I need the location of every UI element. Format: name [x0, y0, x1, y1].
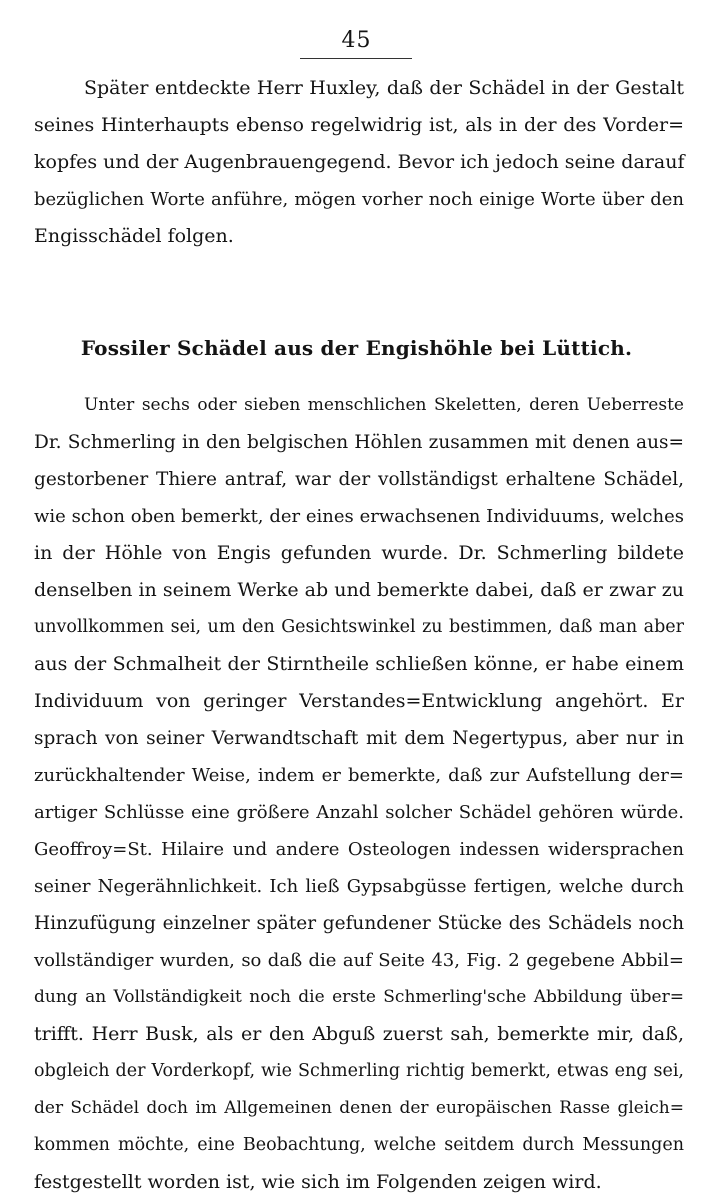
- text-line: sprach von seiner Verwandtschaft mit dem Negertypus, aber nur in: [34, 728, 684, 749]
- text-line: kopfes und der Augenbrauengegend. Bevor ich jedoch seine darauf: [34, 151, 685, 173]
- text-line: der Schädel doch im Allgemeinen denen der europäischen Rasse gleich=: [34, 1098, 684, 1118]
- text-line: Unter sechs oder sieben menschlichen Skeletten, deren Ueberreste: [84, 395, 684, 415]
- text-line: gestorbener Thiere antraf, war der vollständigst erhaltene Schädel,: [34, 469, 684, 490]
- text-line: Dr. Schmerling in den belgischen Höhlen zusammen mit denen aus=: [34, 432, 684, 453]
- page-number: 45: [341, 28, 372, 53]
- text-line: unvollkommen sei, um den Gesichtswinkel zu bestimmen, daß man aber: [34, 617, 684, 637]
- main-paragraph: [34, 387, 684, 1201]
- text-line: dung an Vollständigkeit noch die erste Schmerling'sche Abbildung über=: [34, 987, 684, 1007]
- text-line: Engisschädel folgen.: [34, 225, 234, 247]
- text-line: Später entdeckte Herr Huxley, daß der Schädel in der Gestalt: [84, 77, 684, 99]
- text-line: zurückhaltender Weise, indem er bemerkte, daß zur Aufstellung der=: [34, 765, 684, 786]
- text-line: seiner Negerähnlichkeit. Ich ließ Gypsabgüsse fertigen, welche durch: [34, 876, 684, 897]
- text-line: seines Hinterhaupts ebenso regelwidrig ist, als in der des Vorder=: [34, 114, 684, 136]
- text-line: aus der Schmalheit der Stirntheile schließen könne, er habe einem: [34, 653, 684, 675]
- text-line: Individuum von geringer Verstandes=Entwicklung angehört. Er: [34, 690, 684, 712]
- text-line: trifft. Herr Busk, als er den Abguß zuerst sah, bemerkte mir, daß,: [34, 1023, 684, 1045]
- intro-paragraph: [34, 70, 684, 255]
- text-line: in der Höhle von Engis gefunden wurde. Dr. Schmerling bildete: [34, 542, 684, 564]
- text-line: artiger Schlüsse eine größere Anzahl solcher Schädel gehören würde.: [34, 802, 684, 823]
- text-line: wie schon oben bemerkt, der eines erwachsenen Individuums, welches: [34, 506, 684, 527]
- text-line: obgleich der Vorderkopf, wie Schmerling richtig bemerkt, etwas eng sei,: [34, 1061, 684, 1081]
- text-line: kommen möchte, eine Beobachtung, welche seitdem durch Messungen: [34, 1135, 684, 1155]
- text-line: bezüglichen Worte anführe, mögen vorher noch einige Worte über den: [34, 189, 684, 210]
- text-line: Hinzufügung einzelner später gefundener Stücke des Schädels noch: [34, 913, 684, 934]
- header-rule: [300, 58, 412, 59]
- text-line: festgestellt worden ist, wie sich im Folgenden zeigen wird.: [34, 1171, 602, 1193]
- text-line: vollständiger wurden, so daß die auf Seite 43, Fig. 2 gegebene Abbil=: [34, 950, 684, 971]
- text-line: denselben in seinem Werke ab und bemerkte dabei, daß er zwar zu: [34, 579, 684, 601]
- text-line: Geoffroy=St. Hilaire und andere Osteologen indessen widersprachen: [34, 839, 684, 860]
- section-heading: Fossiler Schädel aus der Engishöhle bei Lüttich.: [80, 336, 633, 360]
